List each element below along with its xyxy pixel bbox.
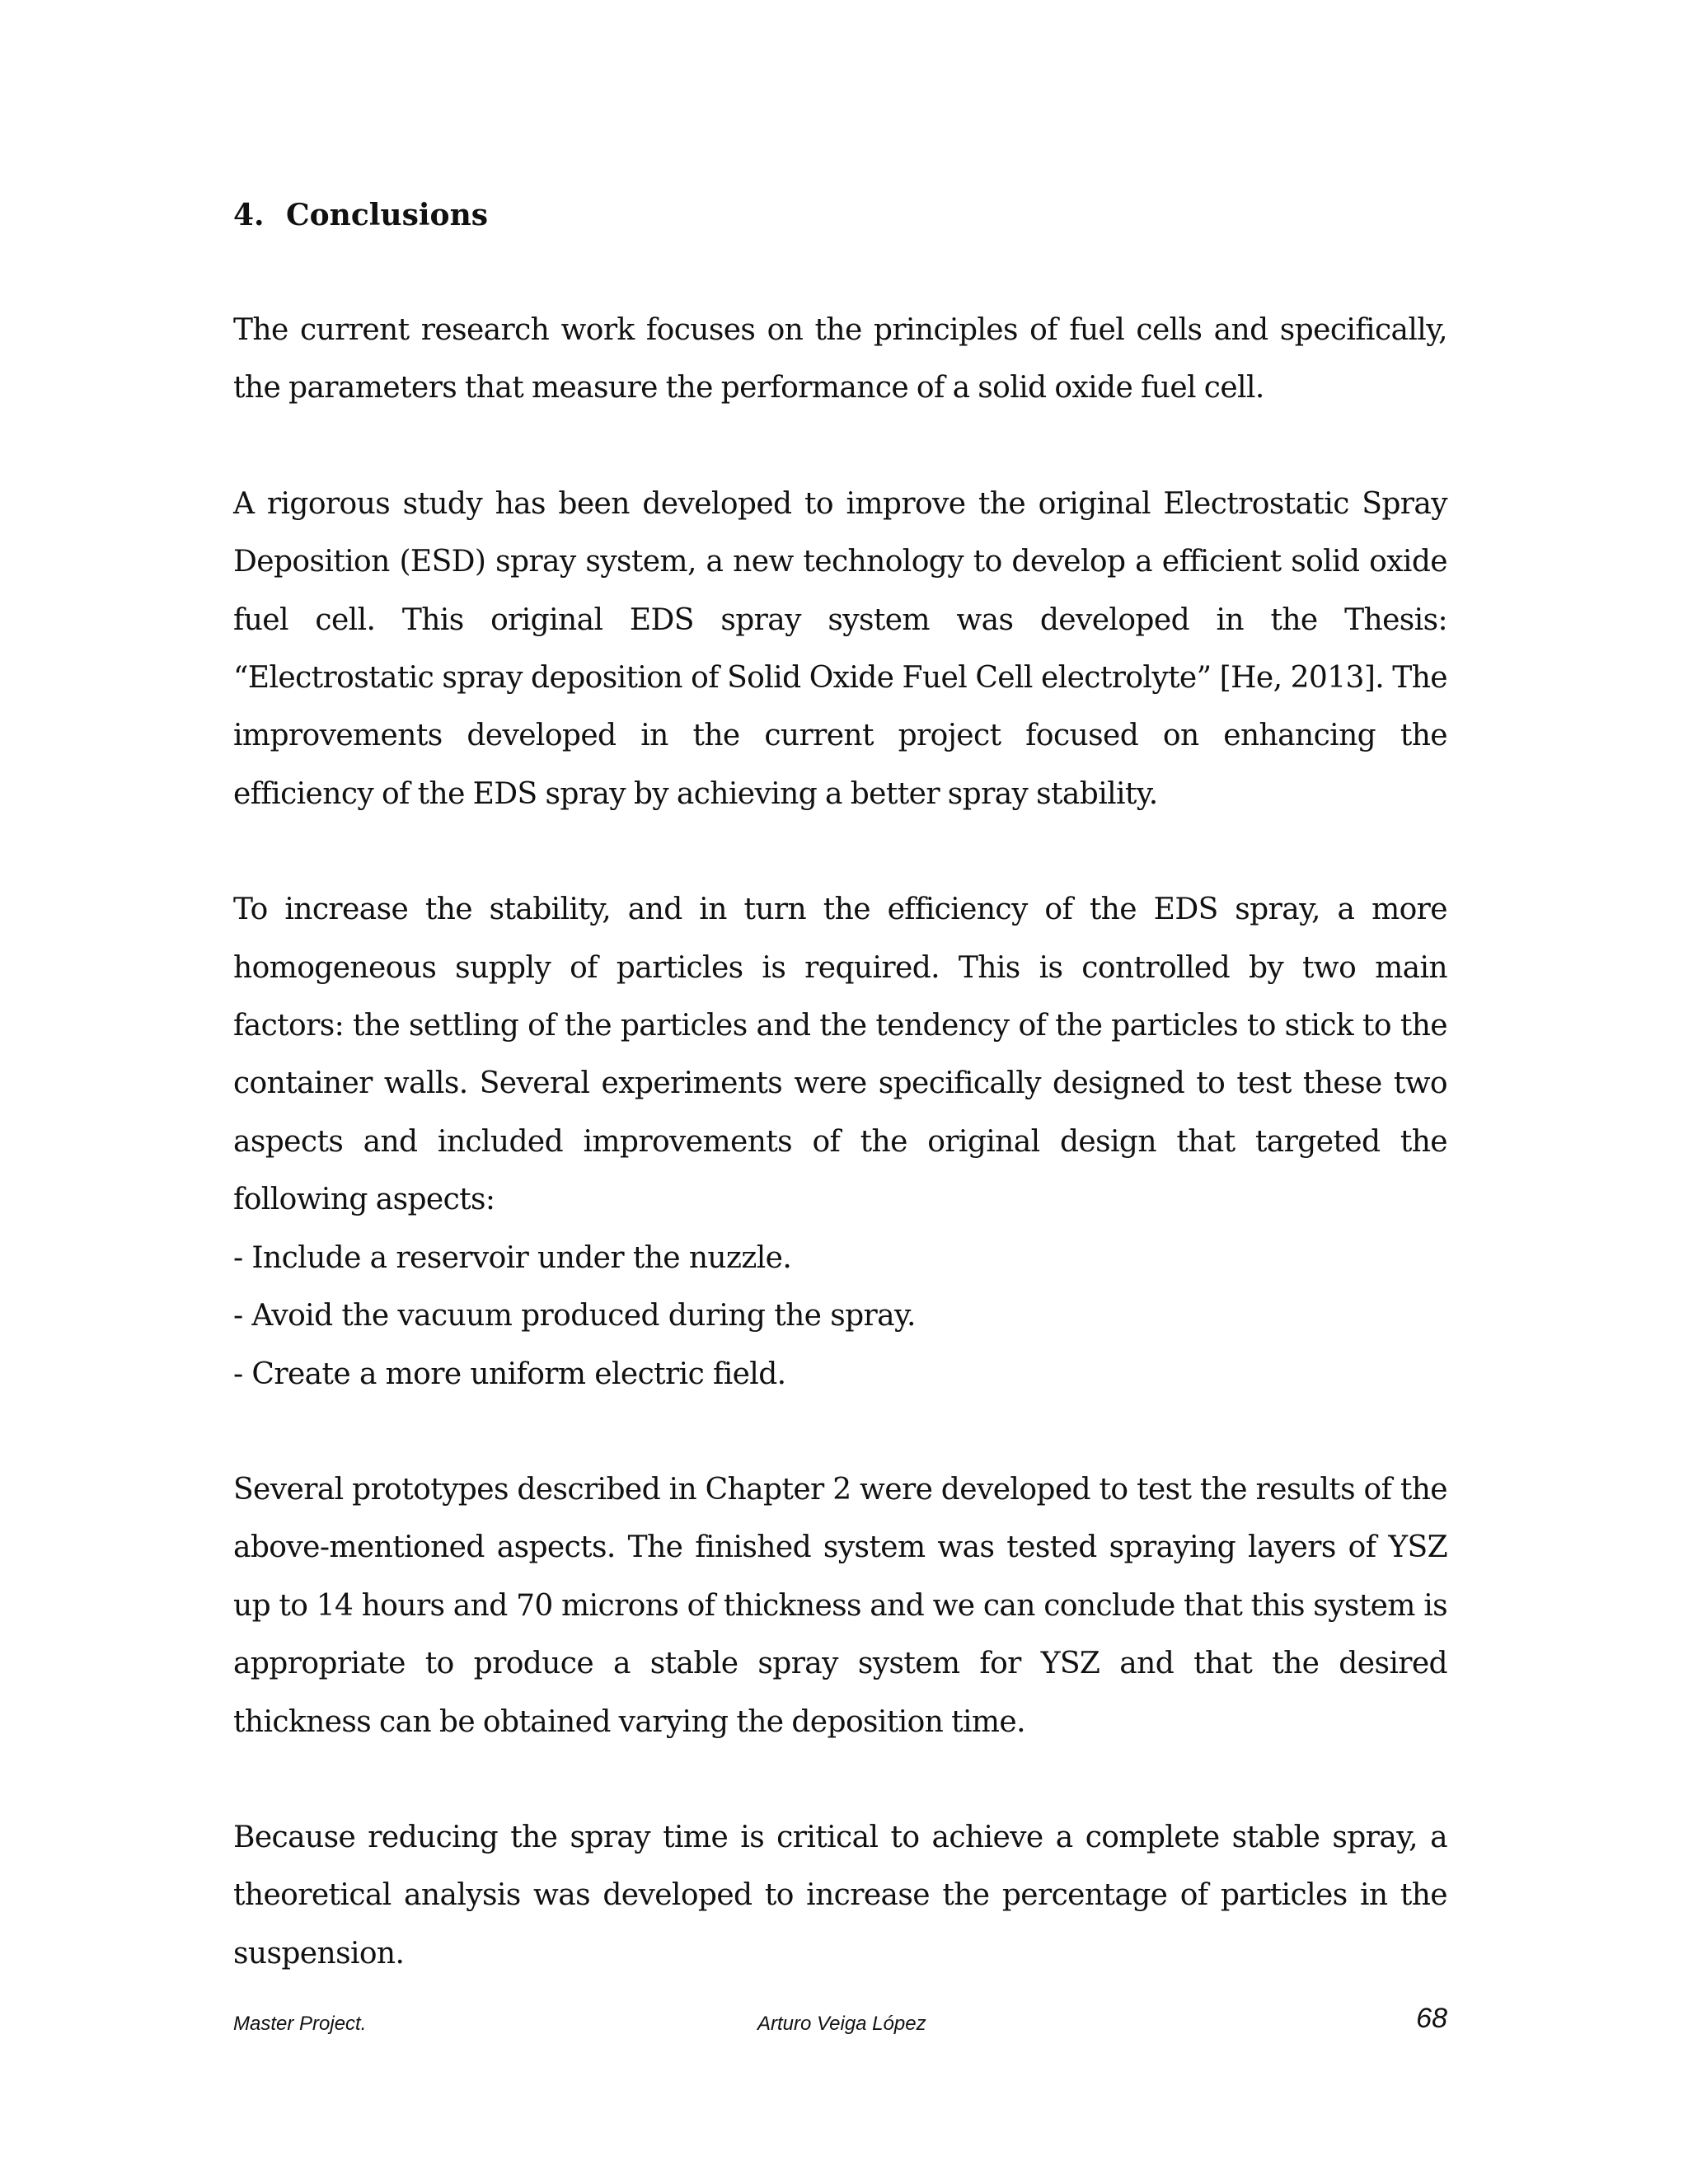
section-title: Conclusions: [286, 198, 489, 232]
footer-author: Arturo Veiga López: [757, 2013, 926, 2035]
page-footer: [233, 2003, 1447, 2052]
list-item: - Avoid the vacuum produced during the spray.: [233, 1299, 916, 1333]
section-heading: [233, 186, 1447, 244]
paragraph-prototypes: Several prototypes described in Chapter 2 were developed to test the results of the above-mentioned aspects. The finished system was tested spraying layers of YSZ up to 14 hours and 70 microns of thickness and we can conclude that this system is appropriate to produce a stable spray system for YSZ and that the desired thickness can be obtained varying the deposition time.: [233, 1472, 1447, 1739]
aspect-list: [233, 1230, 1447, 1404]
page-number: 68: [1416, 2003, 1447, 2034]
paragraph-study: A rigorous study has been developed to improve the original Electrostatic Spray Deposition (ESD) spray system, a new technology to develop a efficient solid oxide fuel cell. This original EDS spray system was developed in the Thesis: “Electrostatic spray deposition of Solid Oxide Fuel Cell electrolyte” [He, 2013]. The improvements developed in the current project focused on enhancing the efficiency of the EDS spray by achieving a better spray stability.: [233, 486, 1447, 811]
list-item: - Include a reservoir under the nuzzle.: [233, 1240, 792, 1275]
list-item: - Create a more uniform electric field.: [233, 1357, 786, 1391]
paragraph-stability: To increase the stability, and in turn the efficiency of the EDS spray, a more homogeneous supply of particles is required. This is controlled by two main factors: the settling of the particles and the tendency of the particles to stick to the container walls. Several experiments were specifically designed to test these two aspects and included improvements of the original design that targeted the following aspects:: [233, 893, 1447, 1217]
page-content: [233, 186, 1447, 2041]
footer-project-label: Master Project.: [233, 2013, 367, 2035]
paragraph-spray-time: Because reducing the spray time is critical to achieve a complete stable spray, a theoretical analysis was developed to increase the percentage of particles in the suspension.: [233, 1820, 1447, 1971]
paragraph-intro: The current research work focuses on the principles of fuel cells and specifically, the parameters that measure the performance of a solid oxide fuel cell.: [233, 313, 1447, 405]
section-number: 4.: [233, 198, 265, 232]
